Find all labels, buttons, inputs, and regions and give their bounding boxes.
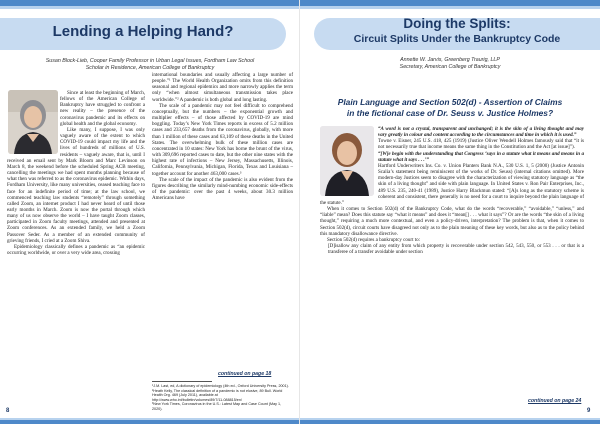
footnote-1: ¹J.M. Last, ed, A dictionary of epidemiology (4th ed., Oxford University Press, 2001).	[152, 384, 289, 388]
left-col1-para-1: Since at least the beginning of March, fellows of the American College of Bankruptcy have struggled to confront a new reality – the presence of the coronavirus pandemic and its effects on global health and the global economy.	[60, 90, 145, 127]
bottom-color-band	[0, 420, 300, 424]
right-article-body	[320, 126, 584, 255]
footnote-2: ²Heath Kelly, The classical definition of a pandemic is not elusive, 89 Bull. World Health Org. 469 (July 2011), available at http://www.who.int/bulletin/volumes/89/7/11-088815/en/	[152, 388, 283, 402]
left-continued-link[interactable]: continued on page 18	[218, 371, 272, 377]
left-article-title: Lending a Helping Hand?	[52, 23, 234, 40]
right-article-title: Doing the Splits:	[403, 16, 511, 31]
top-color-band-light	[0, 6, 300, 9]
photo-spacer	[320, 126, 378, 196]
left-col1-para-3: Epidemiology classically defines a pandemic as “an epidemic occurring worldwide, or over a very wide area, crossing	[7, 243, 145, 257]
holmes-citation: Towne v. Eisner, 245 U.S. 418, 425 (1919) (Justice Oliver Wendell Holmes famously said that “it is not necessarily true that income means the same thing in the Constitution and the Act [at issue]”).	[378, 138, 584, 151]
right-continued-link[interactable]: continued on page 24	[528, 398, 582, 404]
section-heading-line-1: Plain Language and Section 502(d) - Assertion of Claims	[337, 97, 563, 107]
left-col2-para-1: international boundaries and usually affecting a large number of people.”¹ The World Health Organization omits from this definition seasonal and regional epidemics and more narrowly applies the term only “when almost simultaneous transmission takes place worldwide.”² A pandemic is both global and long lasting.	[152, 72, 293, 103]
left-column-1	[7, 90, 145, 256]
bottom-color-band	[300, 420, 600, 424]
left-col1-para-2: Like many, I suppose, I was only vaguely aware of the extent to which COVID-19 could impact my life and the lives of hundreds of millions of U.S. residents – vaguely aware, that is, until I received an email sent by Mark Bloom and Marc Levinson on March 8, the weekend before the scheduled Spring ACB meeting, cancelling the meetings we had spent months planning because of what then was referred to as the coronavirus epidemic. Within days, Fordham University, like many universities, ceased teaching face to face for an indefinite period of time; at the law school, we commenced teaching law students “remotely” through something called Zoom, an internet product I had never heard of until those early months in March. Zoom is now the portal through which many of us now observe the world – I have taught Zoom classes, participated in Zoom faculty meetings, attended and presented at Zoom conferences. As an extended family, we held a Zoom Passover Seder. As a member of an extended community of grieving friends, I cried at a Zoom Shiva.	[7, 126, 145, 244]
footnote-3: ³New York Times, Coronavirus in the U.S.: Latest Map and Case Count (May 1, 2020).	[152, 402, 282, 411]
top-color-band-light	[300, 6, 600, 9]
right-author-line-1: Annette W. Jarvis, Greenberg Traurig, LLP	[400, 57, 500, 63]
right-page-number: 9	[587, 408, 591, 414]
scalia-quote: “[W]e begin with the understanding that Congress ‘says in a statute what it means and means in a statute what it says . . .’”	[378, 150, 584, 163]
right-article-subtitle: Circuit Splits Under the Bankruptcy Code	[353, 33, 561, 45]
left-col2-para-2: The scale of a pandemic may not feel difficult to comprehend conceptually, but the numbers – the exponential growth and multiplier effects – of those affected by COVID-19 are mind boggling. Today’s New York Times reports in excess of 5.2 million cases and 233,657 deaths from the coronavirus, globally, with more than 1 million of these cases and 63,109 of these deaths in the United States. The overwhelming bulk of these million cases are concentrated in 10 states: New York has borne the brunt of the virus, with 309,696 reported cases to date, but the other nine states with the highest rate of infections – New Jersey, Massachusetts, Illinois, California, Pennsylvania, Michigan, Florida, Texas and Louisiana – together account for another 463,000 cases.³	[152, 102, 293, 177]
right-author-line-2: Secretary, American College of Bankruptcy	[399, 64, 501, 70]
left-page-number: 8	[6, 408, 10, 414]
footnotes	[152, 384, 290, 412]
photo-spacer	[7, 90, 60, 156]
right-page	[300, 0, 600, 424]
left-author-line-1: Susan Block-Lieb, Cooper Family Professor in Urban Legal Issues, Fordham Law School	[45, 58, 255, 64]
section-heading	[314, 97, 586, 119]
left-column-2	[152, 72, 293, 201]
left-col2-para-3: The scale of the impact of the pandemic is also evident from the figures describing the similarly mind-numbing economic side-effects of the pandemic: over the past 4 weeks, about 30.3 million Americans have	[152, 176, 293, 202]
left-author-line-2: Scholar in Residence, American College of Bankruptcy	[85, 65, 215, 71]
right-para-4: Section 502(d) requires a bankruptcy court to:	[327, 236, 421, 243]
section-heading-line-2: in the fictional case of Dr. Seuss v. Justice Holmes?	[346, 108, 554, 118]
footnote-rule	[152, 381, 212, 382]
scalia-citation: Hartford Underwriters Ins. Co. v. Union Planters Bank N.A., 530 U.S. 1, 5 (2000) (Justice Antonin Scalia’s statement being reminiscent of the works of Dr. Seuss) (internal citations omitted). More modern-day Justices seem to disagree with the characterization of viewing statutory language as “the skin of a living thought” and side with plain language. In United States v. Ron Pair Enterprises, Inc., 489 U.S. 235, 240-41 (1989), Justice Harry Blackmun stated: “[A]s long as the statutory scheme is coherent and consistent, there generally is no need for a court to inquire beyond the plain language of the statute.”	[320, 162, 584, 206]
holmes-quote: “A word is not a crystal, transparent and unchanged; it is the skin of a living thought and may vary greatly in colour and content according to the circumstances and time in which it is used.”	[378, 126, 584, 139]
statute-excerpt: [D]isallow any claim of any entity from which property is recoverable under section 542, 543, 550, or 553 . . . or that is a transferee of a transfer avoidable under section	[328, 242, 584, 256]
right-para-3: When it comes to Section 502(d) of the Bankruptcy Code, what do the words “recoverable,” “avoidable,” “unless,” and “liable” mean? Does this statute say “what it means” and does it “mean[] . . . what it says”? Or are the words “the skin of a living thought,” requiring a much more contextual, and even a policy-driven, interpretation? The problem is that, when it comes to Section 502(d), circuit courts have disagreed not only as to the plain meaning of these key words, but also as to the policy behind this mandatory disallowance directive.	[320, 206, 584, 237]
